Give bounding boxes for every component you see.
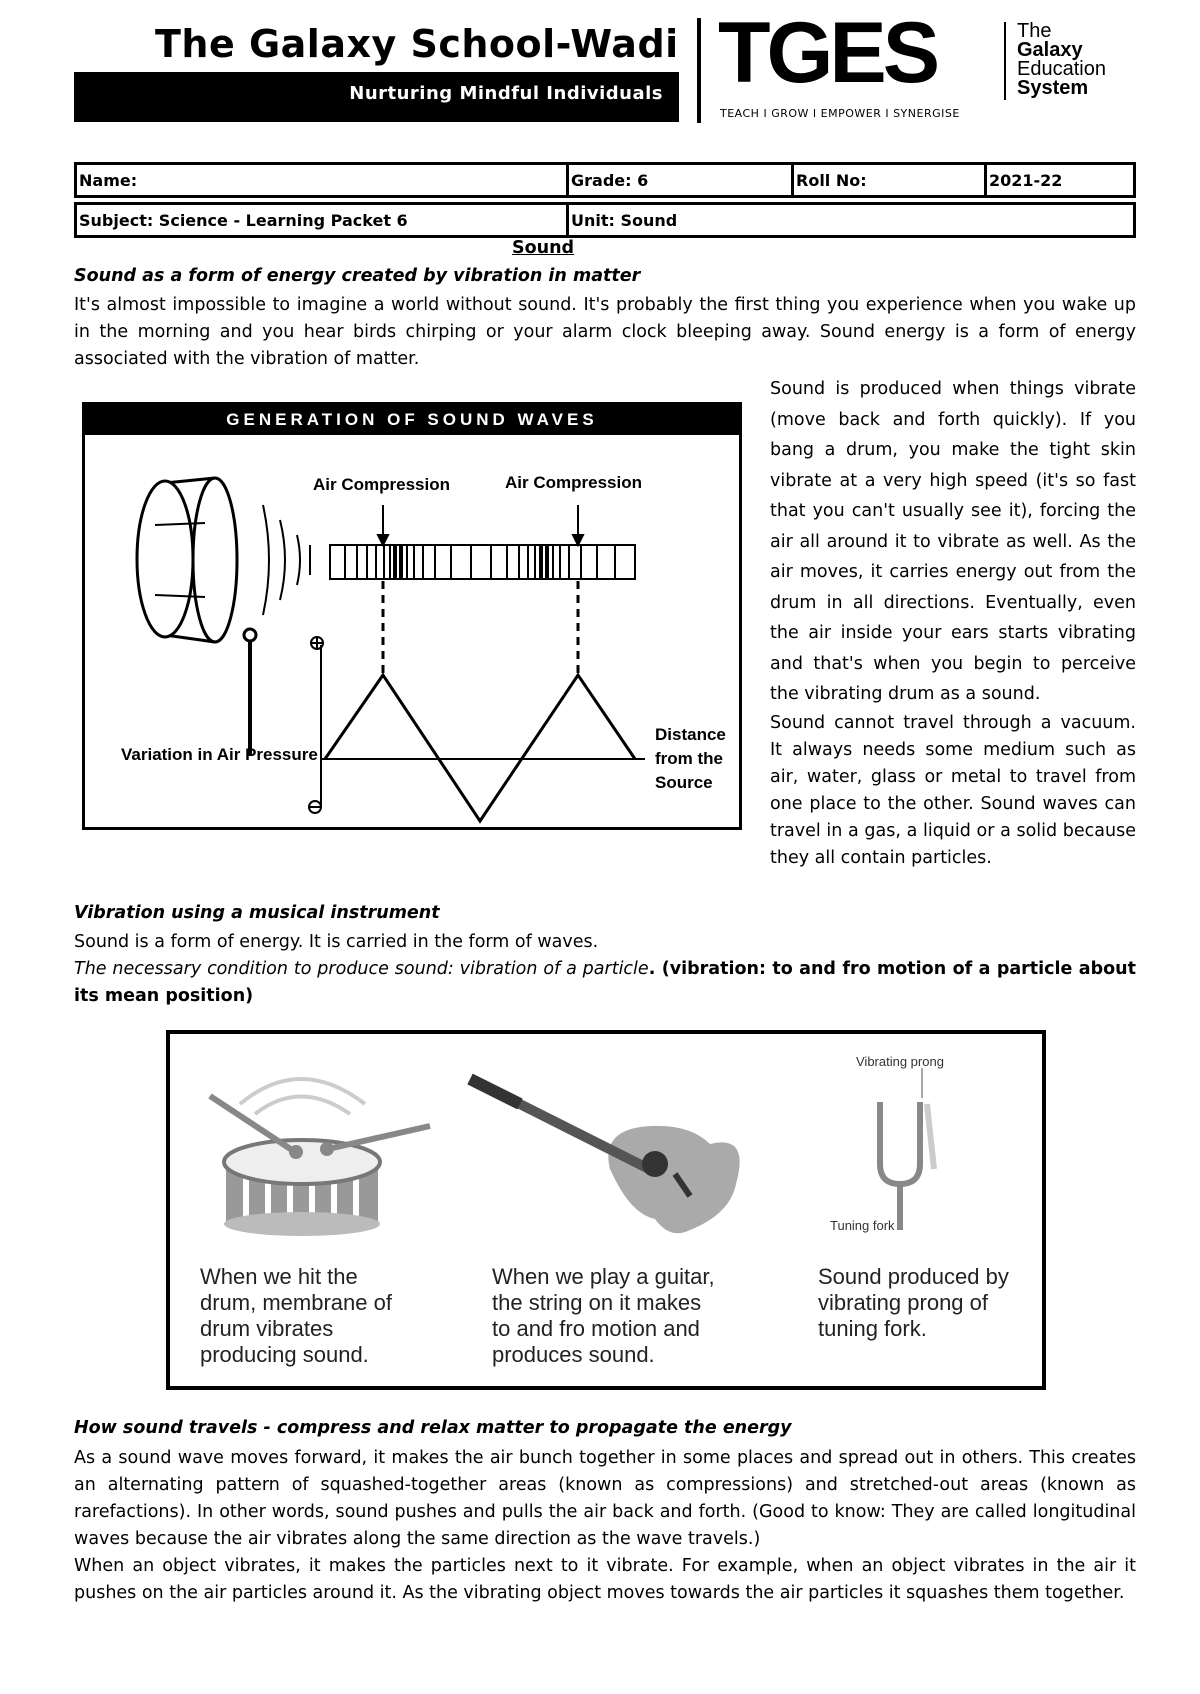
compression-label-2: Air Compression xyxy=(505,473,642,492)
drum-drawing xyxy=(137,478,310,755)
section3-paragraph-1: As a sound wave moves forward, it makes the air bunch together in some places and spread out in others. This creates an alternating pattern of squashed-together areas (known as compressions) and stretched-out areas (known as rarefactions). In other words, sound pushes and pulls the air back and forth. (Good to know: They are called longitudinal waves because the air vibrates along the same direction as the wave travels.) xyxy=(74,1448,1136,1549)
subject-field: Subject: Science - Learning Packet 6 xyxy=(74,202,569,238)
school-name: The Galaxy School-Wadi xyxy=(155,22,679,66)
compression-bar xyxy=(330,545,635,579)
page-title: Sound xyxy=(512,238,575,258)
section1-paragraph: It's almost impossible to imagine a world without sound. It's probably the first thing you experience when you wake up in the morning and you hear birds chirping or your alarm clock bleeping away. Sound energy is a form of energy associated with the vibration of matter. xyxy=(74,295,1136,369)
section2-line2: The necessary condition to produce sound: vibration of a particle. (vibration: to and fro motion of a particle about its mean position) xyxy=(74,959,1136,1006)
figure-title: GENERATION OF SOUND WAVES xyxy=(85,405,739,435)
pressure-wave xyxy=(325,675,635,821)
vibrating-prong-label: Vibrating prong xyxy=(856,1054,944,1069)
guitar-illustration xyxy=(470,1079,740,1233)
drum-caption: When we hit the drum, membrane of drum vibrates producing sound. xyxy=(200,1264,392,1367)
section3-paragraph-2: When an object vibrates, it makes the particles next to it vibrate. For example, when an object vibrates in the air it pushes on the air particles around it. As the vibrating object moves towards the air particles it squashes them together. xyxy=(74,1556,1136,1603)
pressure-axes xyxy=(309,637,645,813)
section2-line1: Sound is a form of energy. It is carried in the form of waves. xyxy=(74,932,599,952)
logo-tagline: TEACH I GROW I EMPOWER I SYNERGISE xyxy=(720,107,960,120)
roll-field[interactable]: Roll No: xyxy=(794,162,987,198)
compression-label-1: Air Compression xyxy=(313,475,450,494)
compression-arrows xyxy=(378,505,583,545)
sound-waves-figure xyxy=(82,402,742,830)
motto-bar xyxy=(74,72,679,122)
guitar-caption: When we play a guitar, the string on it makes to and fro motion and produces sound. xyxy=(492,1264,715,1367)
pressure-label: Variation in Air Pressure xyxy=(121,745,318,764)
system-divider xyxy=(1004,22,1006,100)
section2-heading: Vibration using a musical instrument xyxy=(74,903,440,923)
name-field[interactable]: Name: xyxy=(74,162,569,198)
side-paragraph-1: Sound is produced when things vibrate (move back and forth quickly). If you bang a drum, you make the tight skin vibrate at a very high speed (it's so fast that you can't usually see it), forcing the air all around it to vibrate as well. As the air moves, it carries energy out from the drum in all directions. Eventually, even the air inside your ears starts vibrating and that's when you begin to perceive the vibrating drum as a sound. xyxy=(770,379,1136,704)
side-paragraph-2: Sound cannot travel through a vacuum. It always needs some medium such as air, water, glass or metal to travel from one place to the other. Sound waves can travel in a gas, a liquid or a solid because they all contain particles. xyxy=(770,713,1136,868)
section3-heading: How sound travels - compress and relax matter to propagate the energy xyxy=(74,1418,792,1438)
info-table xyxy=(74,158,1136,242)
grade-field: Grade: 6 xyxy=(569,162,794,198)
header-divider xyxy=(697,18,701,123)
dashed-guides xyxy=(383,581,578,675)
tuning-fork-illustration xyxy=(880,1068,934,1230)
section1-heading: Sound as a form of energy created by vibration in matter xyxy=(74,266,641,286)
system-name: The Galaxy Education System xyxy=(1017,20,1106,99)
drum-illustration xyxy=(210,1079,430,1236)
unit-field: Unit: Sound xyxy=(569,202,1136,238)
tuning-fork-label: Tuning fork xyxy=(830,1218,895,1233)
year-field: 2021-22 xyxy=(987,162,1136,198)
distance-label: Distance from the Source xyxy=(655,725,726,792)
instruments-figure xyxy=(166,1030,1046,1390)
tges-logo: TGES xyxy=(718,5,937,101)
motto: Nurturing Mindful Individuals xyxy=(349,83,663,104)
fork-caption: Sound produced by vibrating prong of tuning fork. xyxy=(818,1264,1009,1341)
